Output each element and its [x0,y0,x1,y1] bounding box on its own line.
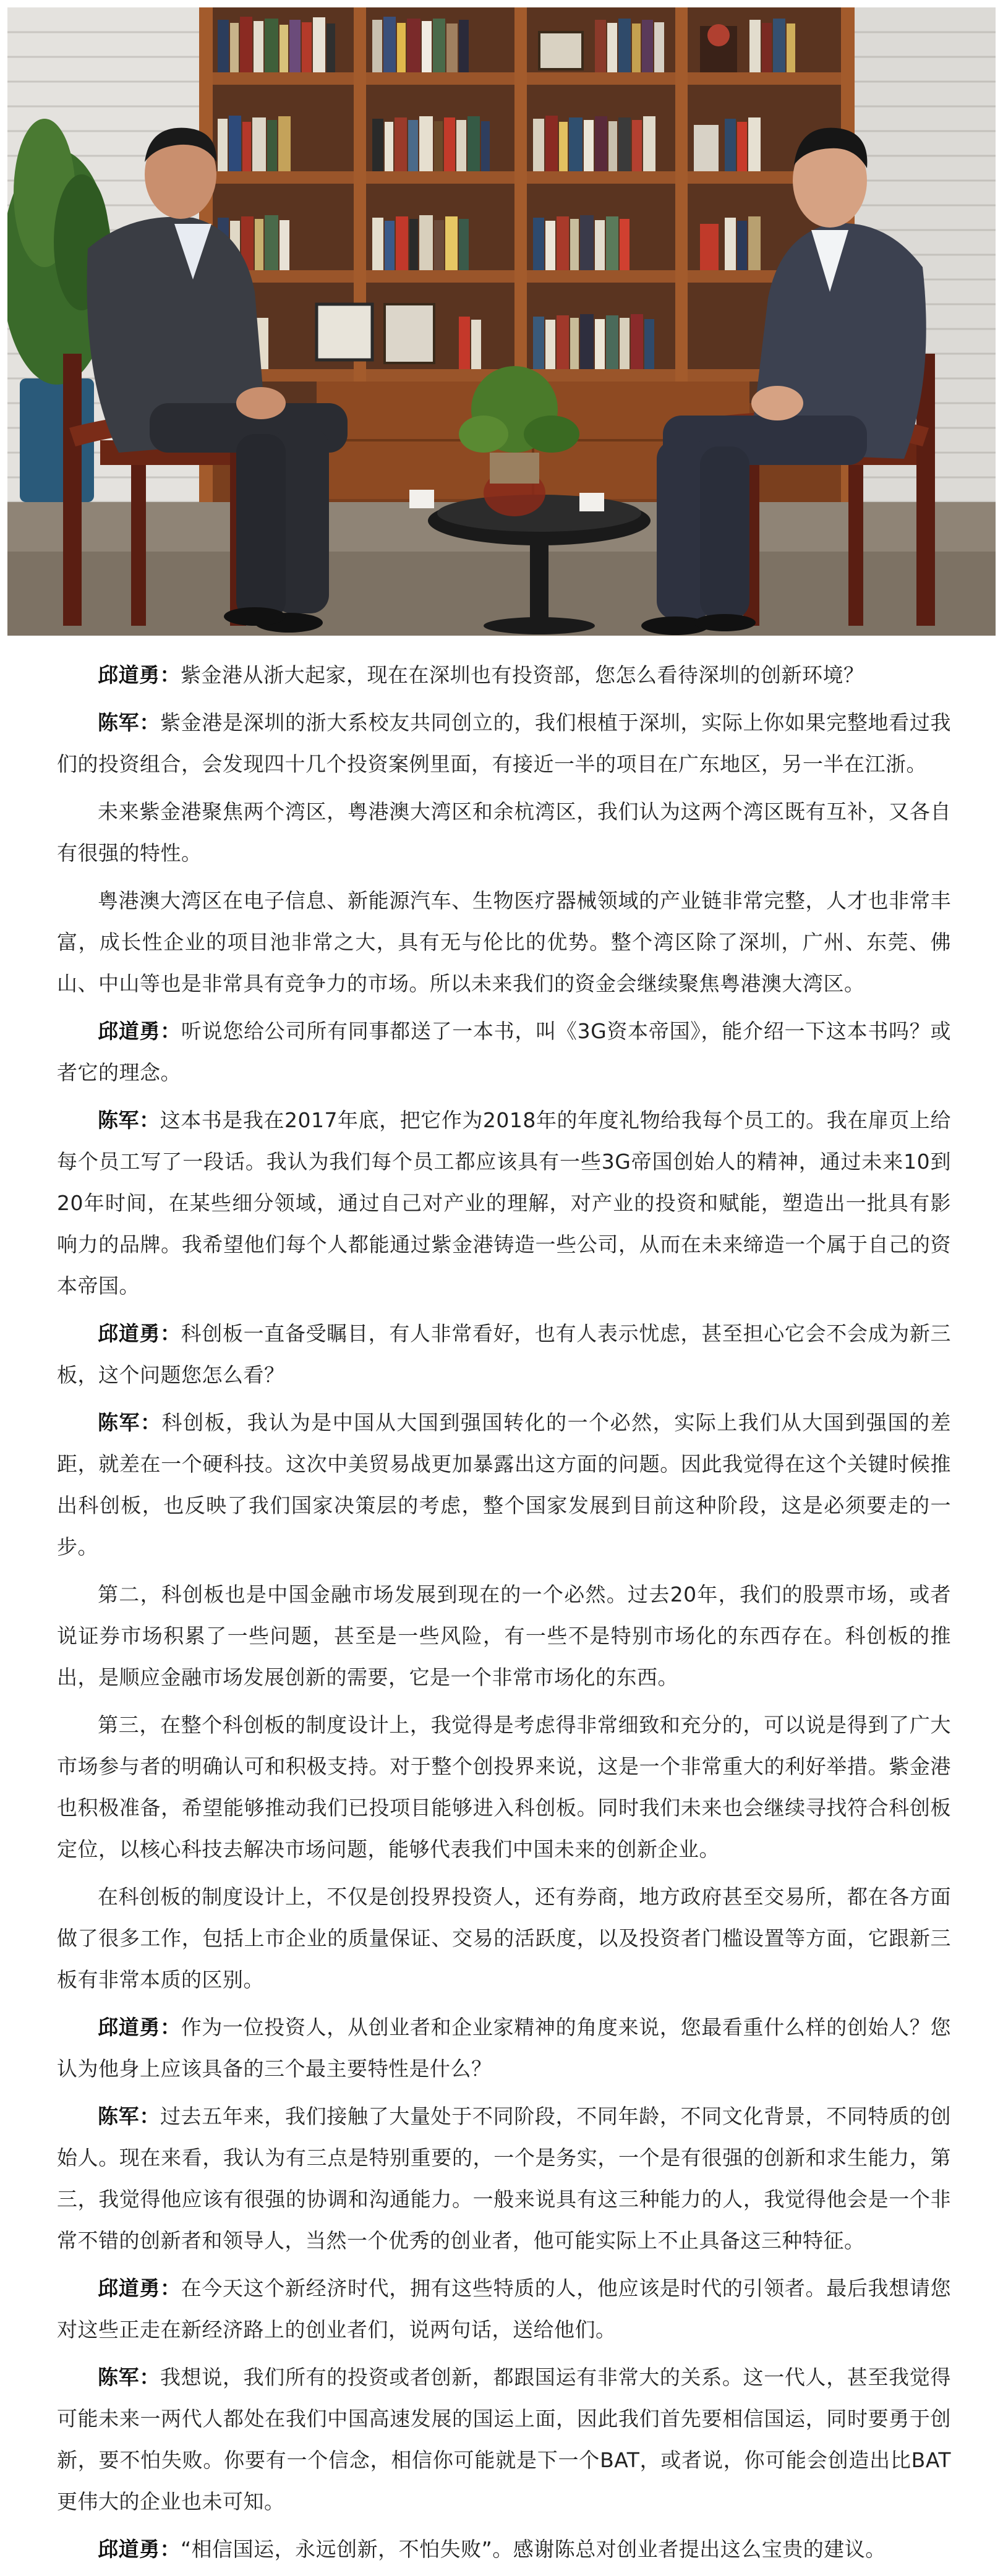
paragraph [57,2356,951,2522]
paragraph-text: 作为一位投资人，从创业者和企业家精神的角度来说，您最看重什么样的创始人？您认为他身上应该具备的三个最主要特性是什么？ [57,2015,952,2081]
paragraph [57,654,951,696]
paragraph [57,1574,951,1698]
paragraph-text: 在今天这个新经济时代，拥有这些特质的人，他应该是时代的引领者。最后我想请您对这些正走在新经济路上的创业者们，说两句话，送给他们。 [57,2276,952,2342]
speaker-label: 陈军： [98,1108,160,1132]
paragraph-text: 第二，科创板也是中国金融市场发展到现在的一个必然。过去20年，我们的股票市场，或者说证券市场积累了一些问题，甚至是一些风险，有一些不是特别市场化的东西存在。科创板的推出，是顺应金融市场发展创新的需要，它是一个非常市场化的东西。 [57,1582,951,1689]
speaker-label: 陈军： [98,710,160,735]
paragraph [57,1704,951,1870]
paragraph [57,1313,951,1396]
paragraph [57,702,951,785]
paragraph [57,1010,951,1093]
paragraph-text: 第三，在整个科创板的制度设计上，我觉得是考虑得非常细致和充分的，可以说是得到了广大市场参与者的明确认可和积极支持。对于整个创投界来说，这是一个非常重大的利好举措。紫金港也积极准备，希望能够推动我们已投项目能够进入科创板。同时我们未来也会继续寻找符合科创板定位，以核心科技去解决市场问题，能够代表我们中国未来的创新企业。 [57,1713,951,1861]
paragraph [57,2096,951,2261]
paragraph [57,880,951,1004]
paragraph-text: 紫金港是深圳的浙大系校友共同创立的，我们根植于深圳，实际上你如果完整地看过我们的投资组合，会发现四十几个投资案例里面，有接近一半的项目在广东地区，另一半在江浙。 [57,710,952,776]
speaker-label: 陈军： [98,2104,160,2128]
paragraph [57,1876,951,2000]
speaker-label: 陈军： [98,1410,162,1435]
paragraph-text: “相信国运，永远创新，不怕失败”。感谢陈总对创业者提出这么宝贵的建议。 [181,2537,886,2561]
speaker-label: 邱道勇： [98,1321,181,1346]
paragraph [57,791,951,874]
interview-article [57,654,951,2576]
paragraph-text: 听说您给公司所有同事都送了一本书，叫《3G资本帝国》，能介绍一下这本书吗？或者它的理念。 [57,1019,952,1085]
paragraph [57,2267,951,2350]
interview-photo [7,7,996,636]
paragraph [57,1099,951,1307]
paragraph [57,2528,951,2570]
speaker-label: 邱道勇： [98,2276,181,2300]
speaker-label: 邱道勇： [98,1019,181,1043]
speaker-label: 邱道勇： [98,2537,181,2561]
paragraph-text: 我想说，我们所有的投资或者创新，都跟国运有非常大的关系。这一代人，甚至我觉得可能未来一两代人都处在我们中国高速发展的国运上面，因此我们首先要相信国运，同时要勇于创新，要不怕失败。你要有一个信念，相信你可能就是下一个BAT，或者说，你可能会创造出比BAT更伟大的企业也未可知。 [57,2365,952,2514]
paragraph-text: 过去五年来，我们接触了大量处于不同阶段，不同年龄，不同文化背景，不同特质的创始人。现在来看，我认为有三点是特别重要的，一个是务实，一个是有很强的创新和求生能力，第三，我觉得他应该有很强的协调和沟通能力。一般来说具有这三种能力的人，我觉得他会是一个非常不错的创新者和领导人，当然一个优秀的创业者，他可能实际上不止具备这三种特征。 [57,2104,952,2253]
paragraph-text: 紫金港从浙大起家，现在在深圳也有投资部，您怎么看待深圳的创新环境？ [181,663,864,687]
speaker-label: 邱道勇： [98,663,181,687]
paragraph-text: 科创板，我认为是中国从大国到强国转化的一个必然，实际上我们从大国到强国的差距，就差在一个硬科技。这次中美贸易战更加暴露出这方面的问题。因此我觉得在这个关键时候推出科创板，也反映了我们国家决策层的考虑，整个国家发展到目前这种阶段，这是必须要走的一步。 [57,1410,952,1559]
paragraph-text: 粤港澳大湾区在电子信息、新能源汽车、生物医疗器械领域的产业链非常完整，人才也非常丰富，成长性企业的项目池非常之大，具有无与伦比的优势。整个湾区除了深圳，广州、东莞、佛山、中山等也是非常具有竞争力的市场。所以未来我们的资金会继续聚焦粤港澳大湾区。 [57,889,951,996]
paragraph-text: 在科创板的制度设计上，不仅是创投界投资人，还有券商，地方政府甚至交易所，都在各方面做了很多工作，包括上市企业的质量保证、交易的活跃度，以及投资者门槛设置等方面，它跟新三板有非常本质的区别。 [57,1885,951,1992]
paragraph-text: 这本书是我在2017年底，把它作为2018年的年度礼物给我每个员工的。我在扉页上给每个员工写了一段话。我认为我们每个员工都应该具有一些3G帝国创始人的精神，通过未来10到20年时间，在某些细分领域，通过自己对产业的理解，对产业的投资和赋能，塑造出一批具有影响力的品牌。我希望他们每个人都能通过紫金港铸造一些公司，从而在未来缔造一个属于自己的资本帝国。 [57,1108,952,1298]
paragraph-text: 未来紫金港聚焦两个湾区，粤港澳大湾区和余杭湾区，我们认为这两个湾区既有互补，又各自有很强的特性。 [57,800,951,865]
paragraph [57,2007,951,2089]
paragraph [57,1402,951,1567]
speaker-label: 邱道勇： [98,2015,181,2039]
paragraph-text: 科创板一直备受瞩目，有人非常看好，也有人表示忧虑，甚至担心它会不会成为新三板，这个问题您怎么看？ [57,1321,952,1387]
speaker-label: 陈军： [98,2365,160,2389]
